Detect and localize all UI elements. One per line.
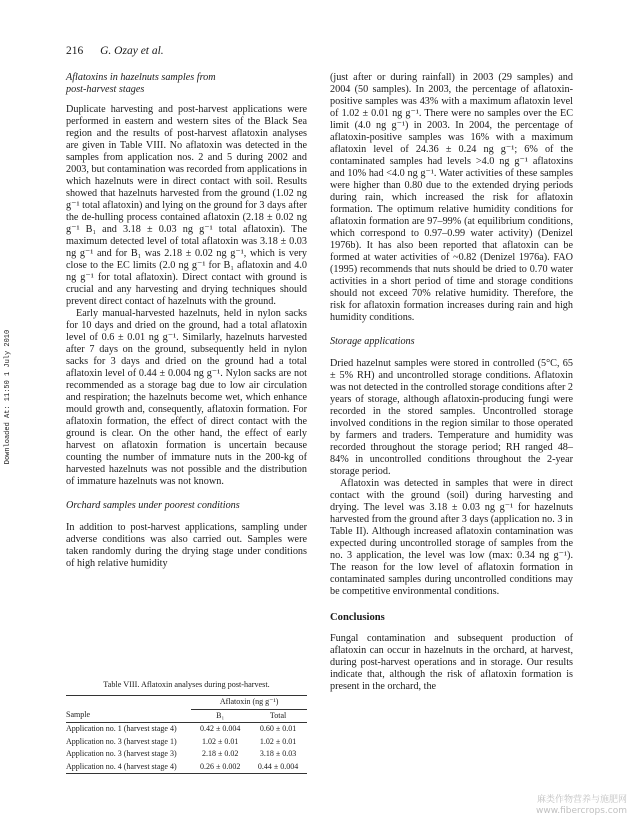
download-stamp-text: Downloaded At: 11:50 1 July 2010 <box>4 329 12 465</box>
paragraph: In addition to post-harvest applications, sampling under adverse conditions was also carried out. Samples were taken randomly during the drying stage under conditions of high relative humidity <box>66 522 307 569</box>
paragraph: Early manual-harvested hazelnuts, held in nylon sacks for 10 days and dried on the ground, had a total aflatoxin level of 0.6 ± 0.01 ng g⁻¹. Similarly, hazelnuts harvested after 7 days on the ground, subsequently held in nylon sacks for 3 days and dried on the ground had a total aflatoxin level of 0.44 ± 0.004 ng g⁻¹. Nylon sacks are not recommended as a storage bag due to low air circulation and respiration; the hazelnuts become wet, which enhance mould growth and, consequently, aflatoxin formation. For aflatoxin formation, the effect of direct contact with the ground is clear. On the other hand, the effect of early harvest on aflatoxin formation is uncertain because counting the number of immature nuts in the 200-kg of harvested hazelnuts was not possible and the distribution of immature hazelnuts was not known. <box>66 308 307 487</box>
table-header-sample: Sample <box>66 710 90 720</box>
table-row: Application no. 1 (harvest stage 4) 0.42 ± 0.004 0.60 ± 0.01 <box>66 724 297 733</box>
table-viii <box>66 680 307 774</box>
table-header-total: Total <box>269 710 287 720</box>
table-header-b1: B₁ <box>216 710 225 720</box>
table-row: Application no. 4 (harvest stage 4) 0.26 ± 0.002 0.44 ± 0.004 <box>66 761 307 774</box>
site-watermark: 麻类作物营养与施肥网 www.fibercrops.com <box>536 795 627 816</box>
section-title-storage: Storage applications <box>330 336 415 347</box>
section-title-post-harvest: Aflatoxins in hazelnuts samples from post-harvest stages <box>66 72 216 95</box>
download-stamp <box>3 268 13 528</box>
running-authors: G. Ozay et al. <box>100 45 164 57</box>
paragraph: Fungal contamination and subsequent production of aflatoxin can occur in hazelnuts in the orchard, at harvest, during post-harvest operations and in storage. Our results indicate that, although the risk of aflatoxin formation is present in the orchard, the <box>330 633 573 692</box>
section-title-conclusions: Conclusions <box>330 612 385 623</box>
table-row: Application no. 3 (harvest stage 3) 2.18 ± 0.02 3.18 ± 0.03 <box>66 749 297 758</box>
paragraph: Duplicate harvesting and post-harvest applications were performed in eastern and western sites of the Black Sea region and the results of post-harvest aflatoxin analyses are given in Table VIII. No aflatoxin was detected in the samples from application nos. 2 and 5 during 2002 and 2003, but contamination was recorded from applications in which hazelnuts were in direct contact with soil. Results showed that hazelnuts harvested from the ground (1.02 ng g⁻¹ total aflatoxin) and lying on the ground for 3 days after the de-hulling process contained aflatoxin (2.18 ± 0.02 ng g⁻¹ B₁ and 3.18 ± 0.03 ng g⁻¹ total aflatoxin). The maximum detected level of total aflatoxin was 3.18 ± 0.03 ng g⁻¹ and for B₁ was 2.18 ± 0.02 ng g⁻¹, which is very close to the EC limits (2.0 ng g⁻¹ for B₁ aflatoxin and 4.0 ng g⁻¹ for total aflatoxin). Direct contact with ground is crucial and any harvesting and drying techniques should prevent direct contact of hazelnuts with the ground. <box>66 104 307 307</box>
section-title-orchard: Orchard samples under poorest conditions <box>66 500 240 511</box>
paragraph: Aflatoxin was detected in samples that were in direct contact with the ground (soil) during harvesting and drying. The level was 3.18 ± 0.03 ng g⁻¹ for hazelnuts harvested from the ground after 3 days (application no. 3 in Table II). Although increased aflatoxin contamination was expected during uncontrolled storage of samples from the no. 3 application, the level was low (max: 0.34 ng g⁻¹). The reason for the low level of aflatoxin formation in contaminated samples during uncontrolled conditions may be competitive environmental conditions. <box>330 478 573 597</box>
aflatoxin-table <box>66 695 307 774</box>
table-caption: Table VIII. Aflatoxin analyses during post-harvest. <box>103 680 270 689</box>
left-column <box>66 72 307 570</box>
running-header <box>66 45 164 57</box>
page-number: 216 <box>66 45 84 57</box>
paragraph: Dried hazelnut samples were stored in controlled (5°C, 65 ± 5% RH) and uncontrolled storage conditions. Aflatoxin was not detected in the controlled storage conditions after 2 years of storage, although aflatoxin-producing fungi were recorded in the stored samples. Uncontrolled storage involved conditions in the region similar to those operated by farmers and traders. Temperature and humidity was recorded throughout the storage period; RH ranged 48–84% in uncontrolled conditions throughout the 2-year storage period. <box>330 358 574 477</box>
table-row: Application no. 3 (harvest stage 1) 1.02 ± 0.01 1.02 ± 0.01 <box>66 736 297 746</box>
paragraph: (just after or during rainfall) in 2003 (29 samples) and 2004 (50 samples). In 2003, the percentage of aflatoxin-positive samples was 43% with a maximum aflatoxin level of 1.02 ± 0.01 ng g⁻¹. There were no samples over the EC limit (4.0 ng g⁻¹) in 2003. In 2004, the percentage of aflatoxin-positive samples was 16% with a maximum aflatoxin level of 24.36 ± 0.24 ng g⁻¹; 6% of the contaminated samples had levels >4.0 ng g⁻¹ aflatoxins and 10% had <4.0 ng g⁻¹. Water activities of these samples were higher than 0.80 due to the extended drying periods during rain, which increased the risk for aflatoxin formation. The optimum relative humidity conditions for aflatoxin formation are 97–99% (at equilibrium conditions, which correspond to 0.97–0.99 water activity) (Denizel 1976b). It has also been reported that aflatoxin can be formed at water activities of ~0.82 (Denizel 1976a). FAO (1995) recommends that nuts should be dried to 0.70 water activities in a short period of time and storage conditions should not exceed 70% relative humidity. Therefore, the risk for aflatoxin formation increases during rain and high humidity conditions. <box>330 72 573 323</box>
right-column <box>330 72 573 693</box>
table-group-header: Aflatoxin (ng g⁻¹) <box>191 696 307 710</box>
